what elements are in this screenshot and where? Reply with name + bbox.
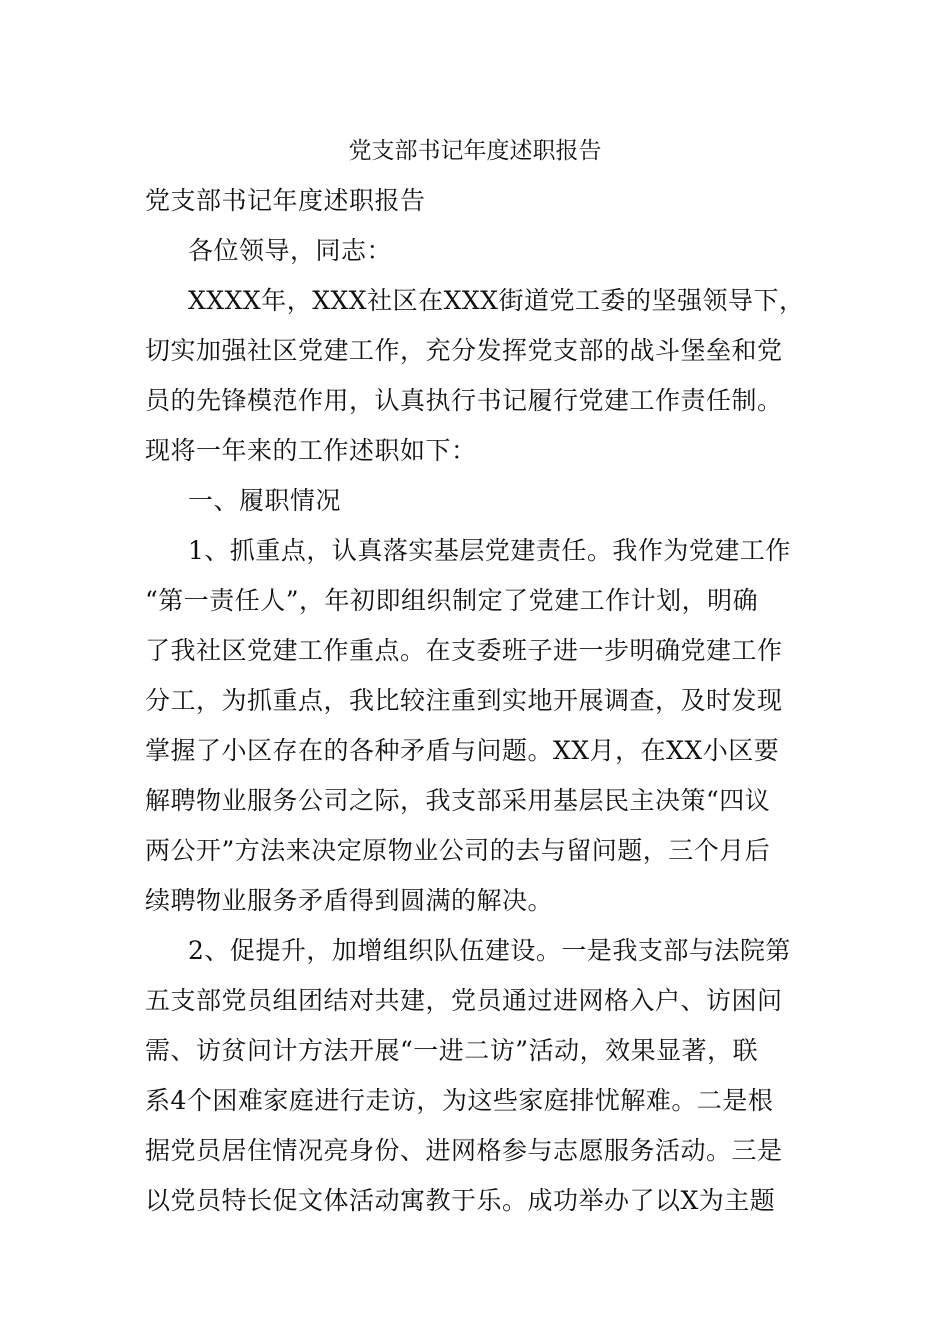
text-line: 系4个困难家庭进行走访，为这些家庭排忧解难。二是根: [145, 1086, 774, 1115]
text-line: 据党员居住情况亮身份、进网格参与志愿服务活动。三是: [145, 1136, 783, 1165]
text-line: 党支部书记年度述职报告: [145, 186, 426, 215]
text-line: 掌握了小区存在的各种矛盾与问题。XX月，在XX小区要: [145, 736, 780, 765]
text-line: 续聘物业服务矛盾得到圆满的解决。: [145, 886, 554, 915]
text-line: 了我社区党建工作重点。在支委班子进一步明确党建工作: [145, 636, 783, 665]
text-line: 2、促提升，加增组织队伍建设。一是我支部与法院第: [188, 936, 791, 965]
text-line: 需、访贫问计方法开展“一进二访”活动，效果显著，联: [145, 1036, 759, 1065]
text-line: “第一责任人”，年初即组织制定了党建工作计划，明确: [145, 586, 759, 615]
text-line: 五支部党员组团结对共建，党员通过进网格入户、访困问: [145, 986, 783, 1015]
text-line: 两公开”方法来决定原物业公司的去与留问题，三个月后: [145, 836, 771, 865]
text-line: 以党员特长促文体活动寓教于乐。成功举办了以X为主题: [145, 1186, 776, 1215]
text-line: 解聘物业服务公司之际，我支部采用基层民主决策“四议: [145, 786, 771, 815]
text-line: 分工，为抓重点，我比较注重到实地开展调查，及时发现: [145, 686, 783, 715]
document-title: 党支部书记年度述职报告: [348, 138, 602, 164]
text-line: 切实加强社区党建工作，充分发挥党支部的战斗堡垒和党: [145, 336, 783, 365]
text-line: 1、抓重点，认真落实基层党建责任。我作为党建工作: [188, 536, 791, 565]
salutation-line: 各位领导，同志：: [188, 236, 393, 265]
section-heading: 一、履职情况: [188, 486, 342, 515]
text-line: XXXX年，XXX社区在XXX街道党工委的坚强领导下，: [188, 286, 805, 315]
text-line: 现将一年来的工作述职如下：: [145, 436, 477, 465]
text-line: 员的先锋模范作用，认真执行书记履行党建工作责任制。: [145, 386, 783, 415]
